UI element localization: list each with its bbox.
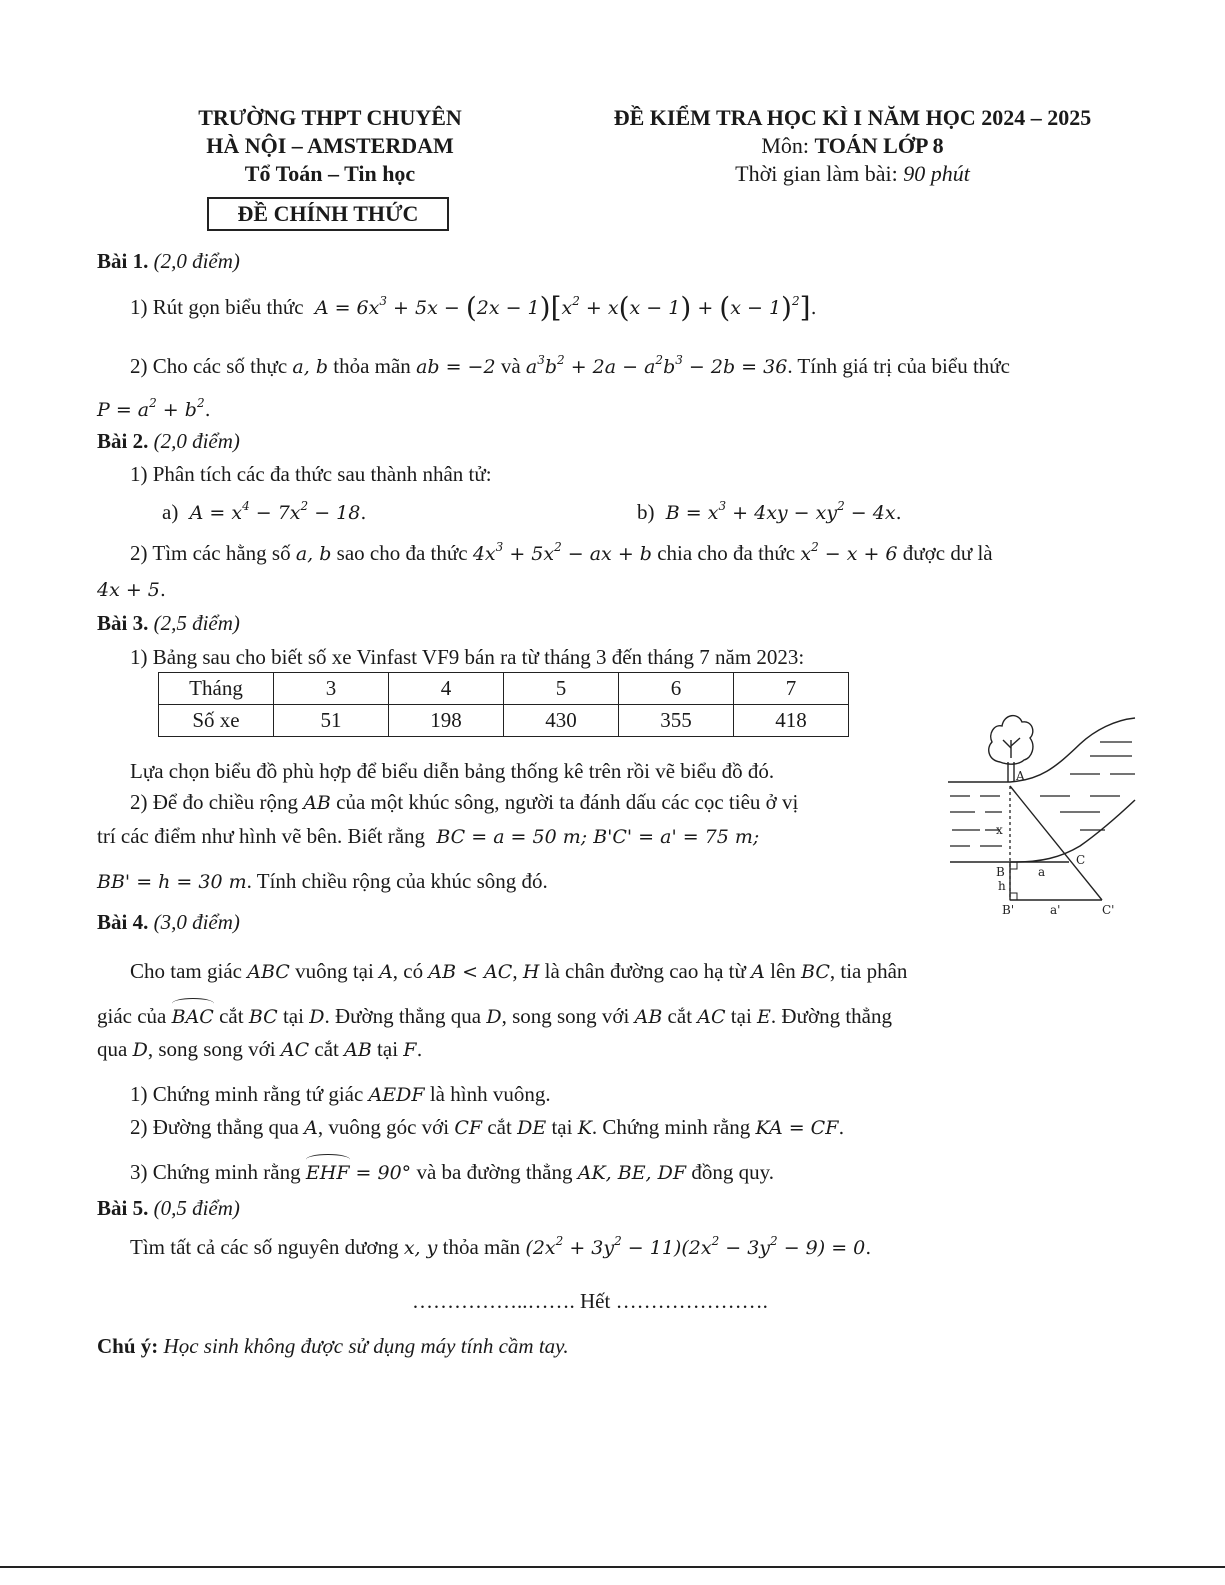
bai2-qa (162, 499, 366, 526)
bai4-heading (97, 909, 240, 935)
end-marker: ……………..……. Hết …………………. (412, 1289, 768, 1313)
bai4-text: 1) Chứng minh rằng tứ giác (130, 1082, 364, 1106)
table-cell-month: 7 (734, 673, 849, 705)
bai4-text: Cho tam giác (130, 959, 242, 983)
subject-prefix: Môn: (761, 133, 815, 158)
bai5-text: Tìm tất cả các số nguyên dương (130, 1235, 399, 1259)
label-h: h (998, 879, 1006, 893)
bai1-q2-cond2: $a^3b^2 + 2a - a^2b^3 - 2b = 36$ (525, 353, 788, 378)
math-d: D (132, 1039, 148, 1061)
bai3-q1-follow: Lựa chọn biểu đồ phù hợp để biểu diễn bảng thống kê trên rồi vẽ biểu đồ đó. (130, 759, 775, 783)
bai4-text: . Chứng minh rằng (591, 1115, 751, 1139)
math-d: D (309, 1006, 325, 1028)
bai4-text: tại (551, 1115, 573, 1139)
note-text: Học sinh không được sử dụng máy tính cầm tay. (163, 1334, 569, 1358)
bai5-text: thỏa mãn (442, 1235, 521, 1259)
table-cell-count: 418 (734, 705, 849, 737)
bai4-text: là hình vuông. (429, 1082, 551, 1106)
bai1-points: (2,0 điểm) (153, 249, 240, 273)
bai4-q1 (130, 1081, 551, 1108)
exam-subject (580, 133, 1125, 159)
bai4-text: tại (282, 1004, 304, 1028)
bai2-q2-vars: a, b (295, 543, 332, 565)
bai5-heading (97, 1195, 240, 1221)
exam-time (580, 161, 1125, 187)
math-aedf: AEDF (368, 1084, 425, 1106)
bai4-text: tại (377, 1037, 399, 1061)
bai1-q2-text-c: . Tính giá trị của biểu thức (787, 354, 1010, 378)
math-ab: AB (634, 1006, 663, 1028)
subject-name: TOÁN LỚP 8 (814, 133, 944, 158)
bai4-text: cắt (667, 1004, 693, 1028)
water-waves (950, 742, 1135, 846)
bai4-text: , vuông góc với (317, 1115, 450, 1139)
bai1-q2-text-b: thỏa mãn (333, 354, 411, 378)
label-b: B (996, 865, 1005, 879)
table-cell-count: 430 (504, 705, 619, 737)
table-cell-month: 6 (619, 673, 734, 705)
school-name-line1: TRƯỜNG THPT CHUYÊN (198, 105, 462, 130)
label-b-prime: B' (1002, 903, 1015, 917)
table-cell-count: 198 (389, 705, 504, 737)
math-ak-be-df: AK, BE, DF (577, 1162, 687, 1184)
bai1-q2-and: và (500, 354, 521, 378)
bai1-title: Bài 1. (97, 249, 149, 273)
math-ab: AB (344, 1039, 372, 1061)
bai4-q3 (130, 1159, 774, 1186)
bai3-q2-text-d: . Tính chiều rộng của khúc sông đó. (246, 869, 548, 893)
bai1-q1 (130, 291, 817, 324)
math-angle-ehf: EHF = 90° (305, 1162, 412, 1184)
bai2-q2-divisor: $x^2 - x + 6$ (800, 540, 898, 565)
river-bank-top (948, 718, 1135, 782)
table-cell-month: 4 (389, 673, 504, 705)
table-cell-month: 5 (504, 673, 619, 705)
math-bc: BC (801, 961, 830, 983)
math-bc: BC (248, 1006, 278, 1028)
bai3-q2-line3 (97, 868, 548, 895)
official-exam-box (207, 197, 449, 231)
label-c-prime: C' (1102, 903, 1115, 917)
department-name: Tổ Toán – Tin học (244, 161, 416, 186)
bai1-heading (97, 248, 240, 274)
bai4-text: lên (770, 959, 796, 983)
tree-icon (989, 716, 1033, 782)
bai4-text: và ba đường thẳng (416, 1160, 573, 1184)
segment-ac-prime (1010, 786, 1102, 900)
math-k: K (577, 1117, 592, 1139)
bai4-text: vuông tại (295, 959, 374, 983)
label-a: A (1016, 769, 1025, 783)
bai2-qb-label: b) (637, 500, 655, 524)
bai4-text: đồng quy. (691, 1160, 774, 1184)
table-cell-count: 51 (274, 705, 389, 737)
math-abc: ABC (247, 961, 290, 983)
bai1-q1-text: 1) Rút gọn biểu thức (130, 295, 304, 319)
label-x: x (996, 823, 1003, 837)
bai4-text: , có (392, 959, 424, 983)
bai2-qb-expression: $B = x^3 + 4xy - xy^2 - 4x$. (659, 499, 902, 524)
bai2-q2-text-c: chia cho đa thức (657, 541, 796, 565)
bai2-q2-line2 (97, 576, 166, 603)
bai2-qb (637, 499, 902, 526)
bai4-p1: Cho tam giác ABC vuông tại A, có AB < AC, H là chân đường cao hạ từ A lên BC, tia phân (130, 959, 908, 983)
bai4-text: 3) Chứng minh rằng (130, 1160, 301, 1184)
math-a: A (304, 1117, 318, 1139)
bai4-text: tại (730, 1004, 752, 1028)
math-ka-eq-cf: KA = CF. (755, 1117, 845, 1139)
bai5-points: (0,5 điểm) (153, 1196, 240, 1220)
bai3-q1: 1) Bảng sau cho biết số xe Vinfast VF9 bán ra từ tháng 3 đến tháng 7 năm 2023: (130, 645, 805, 669)
bai4-q2 (130, 1114, 844, 1141)
math-ab-lt-ac: AB < AC (428, 961, 513, 983)
footer-note (97, 1333, 569, 1359)
bai2-heading (97, 428, 240, 454)
math-ac: AC (697, 1006, 726, 1028)
right-angle-b-prime (1010, 893, 1017, 900)
math-h: H (522, 961, 540, 983)
sales-table (158, 672, 849, 737)
label-a-prime: a' (1050, 903, 1061, 917)
bai1-q2-line2 (97, 396, 211, 423)
bai1-q2-expression-p: $P = a^2 + b^2$. (97, 396, 211, 421)
bai3-q2-text-a: 2) Để đo chiều rộng (130, 790, 298, 814)
bai4-text: . Đường thẳng qua (324, 1004, 482, 1028)
math-angle-bac: BAC (171, 1006, 214, 1028)
math-cf: CF (454, 1117, 483, 1139)
period: . (416, 1039, 423, 1061)
bai2-q2-line1 (130, 540, 993, 567)
math-xy: x, y (403, 1237, 438, 1259)
table-cell-count-label: Số xe (159, 705, 274, 737)
right-angle-b (1010, 862, 1017, 869)
math-a: A (751, 961, 765, 983)
bai4-text: cắt (487, 1115, 512, 1139)
bai1-q1-expression: $A = 6x^3 + 5x - (2x - 1)[x^2 + x(x - 1) + (x - 1)^2]$. (308, 291, 817, 324)
bai5-title: Bài 5. (97, 1196, 149, 1220)
bai2-q1: 1) Phân tích các đa thức sau thành nhân tử: (130, 462, 492, 486)
bai4-text: cắt (219, 1004, 244, 1028)
bai2-q2-dividend: $4x^3 + 5x^2$ − ax + b (472, 540, 652, 565)
math-ac: AC (280, 1039, 310, 1061)
table-row-counts (159, 705, 849, 737)
bai1-q2-vars: a, b (292, 356, 328, 378)
bai3-q2-text-b: của một khúc sông, người ta đánh dấu các cọc tiêu ở vị (336, 790, 799, 814)
bai3-q2-text-c: trí các điểm như hình vẽ bên. Biết rằng (97, 824, 426, 848)
bai3-points: (2,5 điểm) (153, 611, 240, 635)
table-cell-month: 3 (274, 673, 389, 705)
bai4-text: , song song với (147, 1037, 276, 1061)
bai3-q2-line2 (97, 823, 759, 850)
time-value: 90 phút (903, 161, 970, 186)
bai3-q2-given: BC = a = 50 m; B'C' = a' = 75 m; (430, 826, 760, 848)
math-a: A (379, 961, 393, 983)
math-f: F (403, 1039, 417, 1061)
bai2-qa-label: a) (162, 500, 179, 524)
bai4-text: giác của (97, 1004, 167, 1028)
bai4-text: là chân đường cao hạ từ (544, 959, 746, 983)
school-name-line2: HÀ NỘI – AMSTERDAM (206, 133, 454, 158)
table-cell-month-label: Tháng (159, 673, 274, 705)
table-row-months (159, 673, 849, 705)
bai4-text: . Đường thẳng (770, 1004, 892, 1028)
bai2-q2-remainder: 4x + 5. (97, 579, 166, 601)
bai1-q2-line1 (130, 353, 1010, 380)
bottom-border (0, 1566, 1225, 1568)
river-figure (940, 700, 1140, 925)
bai5-equation: $(2x^2 + 3y^2 - 11)(2x^2 - 3y^2 - 9) = 0$. (525, 1234, 872, 1259)
table-cell-count: 355 (619, 705, 734, 737)
time-prefix: Thời gian làm bài: (735, 161, 904, 186)
math-e: E (757, 1006, 771, 1028)
bai4-points: (3,0 điểm) (153, 910, 240, 934)
bai2-q2-text-a: 2) Tìm các hằng số (130, 541, 291, 565)
bai3-title: Bài 3. (97, 611, 149, 635)
official-exam-label: ĐỀ CHÍNH THỨC (237, 201, 419, 226)
bai3-q2-given2: BB' = h = 30 m (97, 871, 247, 893)
bai4-p2 (97, 1003, 892, 1030)
bai4-text: , song song với (501, 1004, 630, 1028)
bai2-points: (2,0 điểm) (153, 429, 240, 453)
bai2-q2-text-d: được dư là (902, 541, 993, 565)
math-de: DE (517, 1117, 547, 1139)
bai1-q2-text-a: 2) Cho các số thực (130, 354, 288, 378)
bai3-heading (97, 610, 240, 636)
math-d: D (486, 1006, 502, 1028)
river-bank-bottom (950, 800, 1135, 862)
bai3-q2-line1 (130, 789, 798, 816)
bai4-title: Bài 4. (97, 910, 149, 934)
label-a-small: a (1038, 865, 1046, 879)
exam-title: ĐỀ KIỂM TRA HỌC KÌ I NĂM HỌC 2024 – 2025 (613, 105, 1092, 130)
bai1-q2-cond1: ab = −2 (416, 356, 496, 378)
bai2-qa-expression: $A = x^4 - 7x^2 - 18$. (183, 499, 367, 524)
note-label: Chú ý: (97, 1334, 159, 1358)
bai3-q2-ab: AB (303, 792, 331, 814)
bai5-q (130, 1234, 871, 1261)
bai4-p3 (97, 1036, 423, 1063)
bai4-text: cắt (314, 1037, 339, 1061)
bai4-text: , tia phân (829, 959, 908, 983)
bai4-text: qua (97, 1037, 128, 1061)
bai2-title: Bài 2. (97, 429, 149, 453)
label-c: C (1076, 853, 1086, 867)
bai4-text: 2) Đường thẳng qua (130, 1115, 299, 1139)
bai2-q2-text-b: sao cho đa thức (336, 541, 468, 565)
